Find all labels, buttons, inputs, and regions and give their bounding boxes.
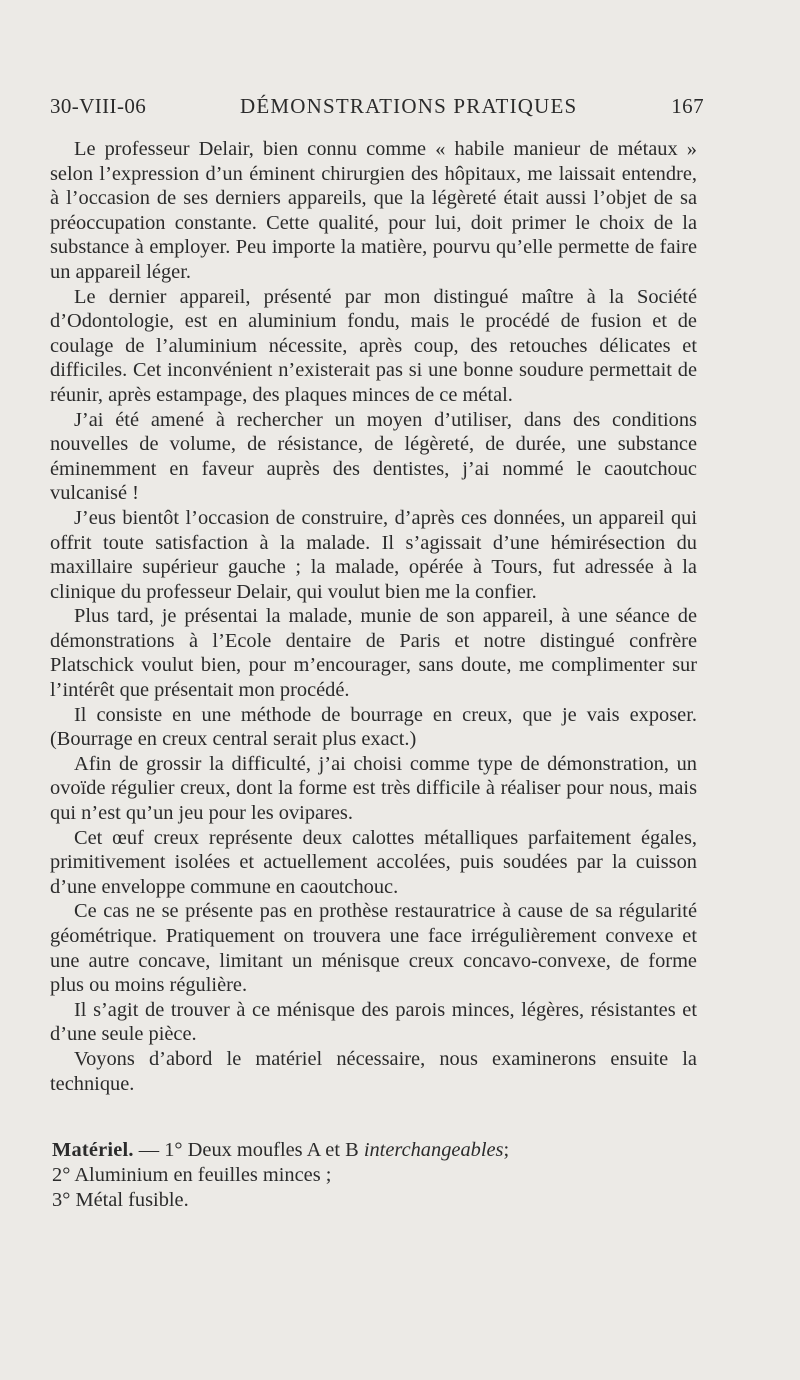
materiel-item-2: 2° Aluminium en feuilles minces ; (52, 1164, 332, 1186)
materiel-list (52, 1138, 702, 1213)
paragraph: Cet œuf creux représente deux calottes métalliques parfaitement égales, primitivement isolées et actuellement accolées, puis soudées par la cuisson d’une enveloppe commune en caoutchouc. (50, 826, 697, 898)
paragraph: Voyons d’abord le matériel nécessaire, nous examinerons ensuite la technique. (50, 1047, 697, 1095)
materiel-item-1-italic: interchangeables (363, 1139, 504, 1161)
paragraph: Il consiste en une méthode de bourrage en creux, que je vais exposer. (Bourrage en creux central serait plus exact.) (50, 703, 697, 751)
materiel-item-1-suffix: ; (503, 1139, 510, 1161)
materiel-item-3: 3° Métal fusible. (52, 1189, 189, 1211)
paragraph: Il s’agit de trouver à ce ménisque des parois minces, légères, résistantes et d’une seule pièce. (50, 998, 697, 1046)
materiel-item-1 (52, 1138, 702, 1163)
running-head (50, 94, 704, 124)
paragraph: Plus tard, je présentai la malade, munie de son appareil, à une séance de démonstrations à l’Ecole dentaire de Paris et notre distingué confrère Platschick voulut bien, pour m’encourager, sans doute, me complimenter sur l’intérêt que présentait mon procédé. (50, 605, 697, 702)
materiel-item-1-text: 1° Deux moufles A et B (164, 1139, 364, 1161)
paragraph: Le dernier appareil, présenté par mon distingué maître à la Société d’Odontologie, est en aluminium fondu, mais le procédé de fusion et de coulage de l’aluminium nécessite, après coup, des retouches délicates et difficiles. Cet inconvénient n’existerait pas si une bonne soudure permettait de réunir, après estampage, des plaques minces de ce métal. (50, 285, 697, 406)
paragraph: J’eus bientôt l’occasion de construire, d’après ces données, un appareil qui offrit toute satisfaction à la malade. Il s’agissait d’une hémirésection du maxillaire supérieur gauche ; la malade, opérée à Tours, fut adressée à la clinique du professeur Delair, qui voulut bien me la confier. (50, 506, 697, 603)
paragraph: Afin de grossir la difficulté, j’ai choisi comme type de démonstration, un ovoïde régulier creux, dont la forme est très difficile à réaliser pour nous, mais qui n’est qu’un jeu pour les ovipares. (50, 752, 697, 825)
paragraph: Le professeur Delair, bien connu comme « habile manieur de métaux » selon l’expression d’un éminent chirurgien des hôpitaux, me laissait entendre, à l’occasion de ses derniers appareils, que la légèreté était aussi l’objet de sa préoccupation constante. Cette qualité, pour lui, doit primer le choix de la substance à employer. Peu importe la matière, pourvu qu’elle permette de faire un appareil léger. (50, 138, 697, 283)
materiel-dash: — (133, 1139, 165, 1161)
page-number: 167 (671, 94, 704, 118)
materiel-heading: Matériel. (52, 1139, 134, 1161)
body-text (50, 137, 697, 1096)
paragraph: J’ai été amené à rechercher un moyen d’utiliser, dans des conditions nouvelles de volume, de résistance, de légèreté, de durée, une substance éminemment en faveur auprès des dentistes, j’ai nommé le caoutchouc vulcanisé ! (50, 408, 697, 505)
running-head-date: 30-VIII-06 (50, 94, 147, 118)
running-head-title: DÉMONSTRATIONS PRATIQUES (240, 94, 578, 118)
paragraph: Ce cas ne se présente pas en prothèse restauratrice à cause de sa régularité géométrique. Pratiquement on trouvera une face irrégulièrement convexe et une autre concave, limitant un ménisque creux concavo-convexe, de forme plus ou moins régulière. (50, 900, 697, 997)
